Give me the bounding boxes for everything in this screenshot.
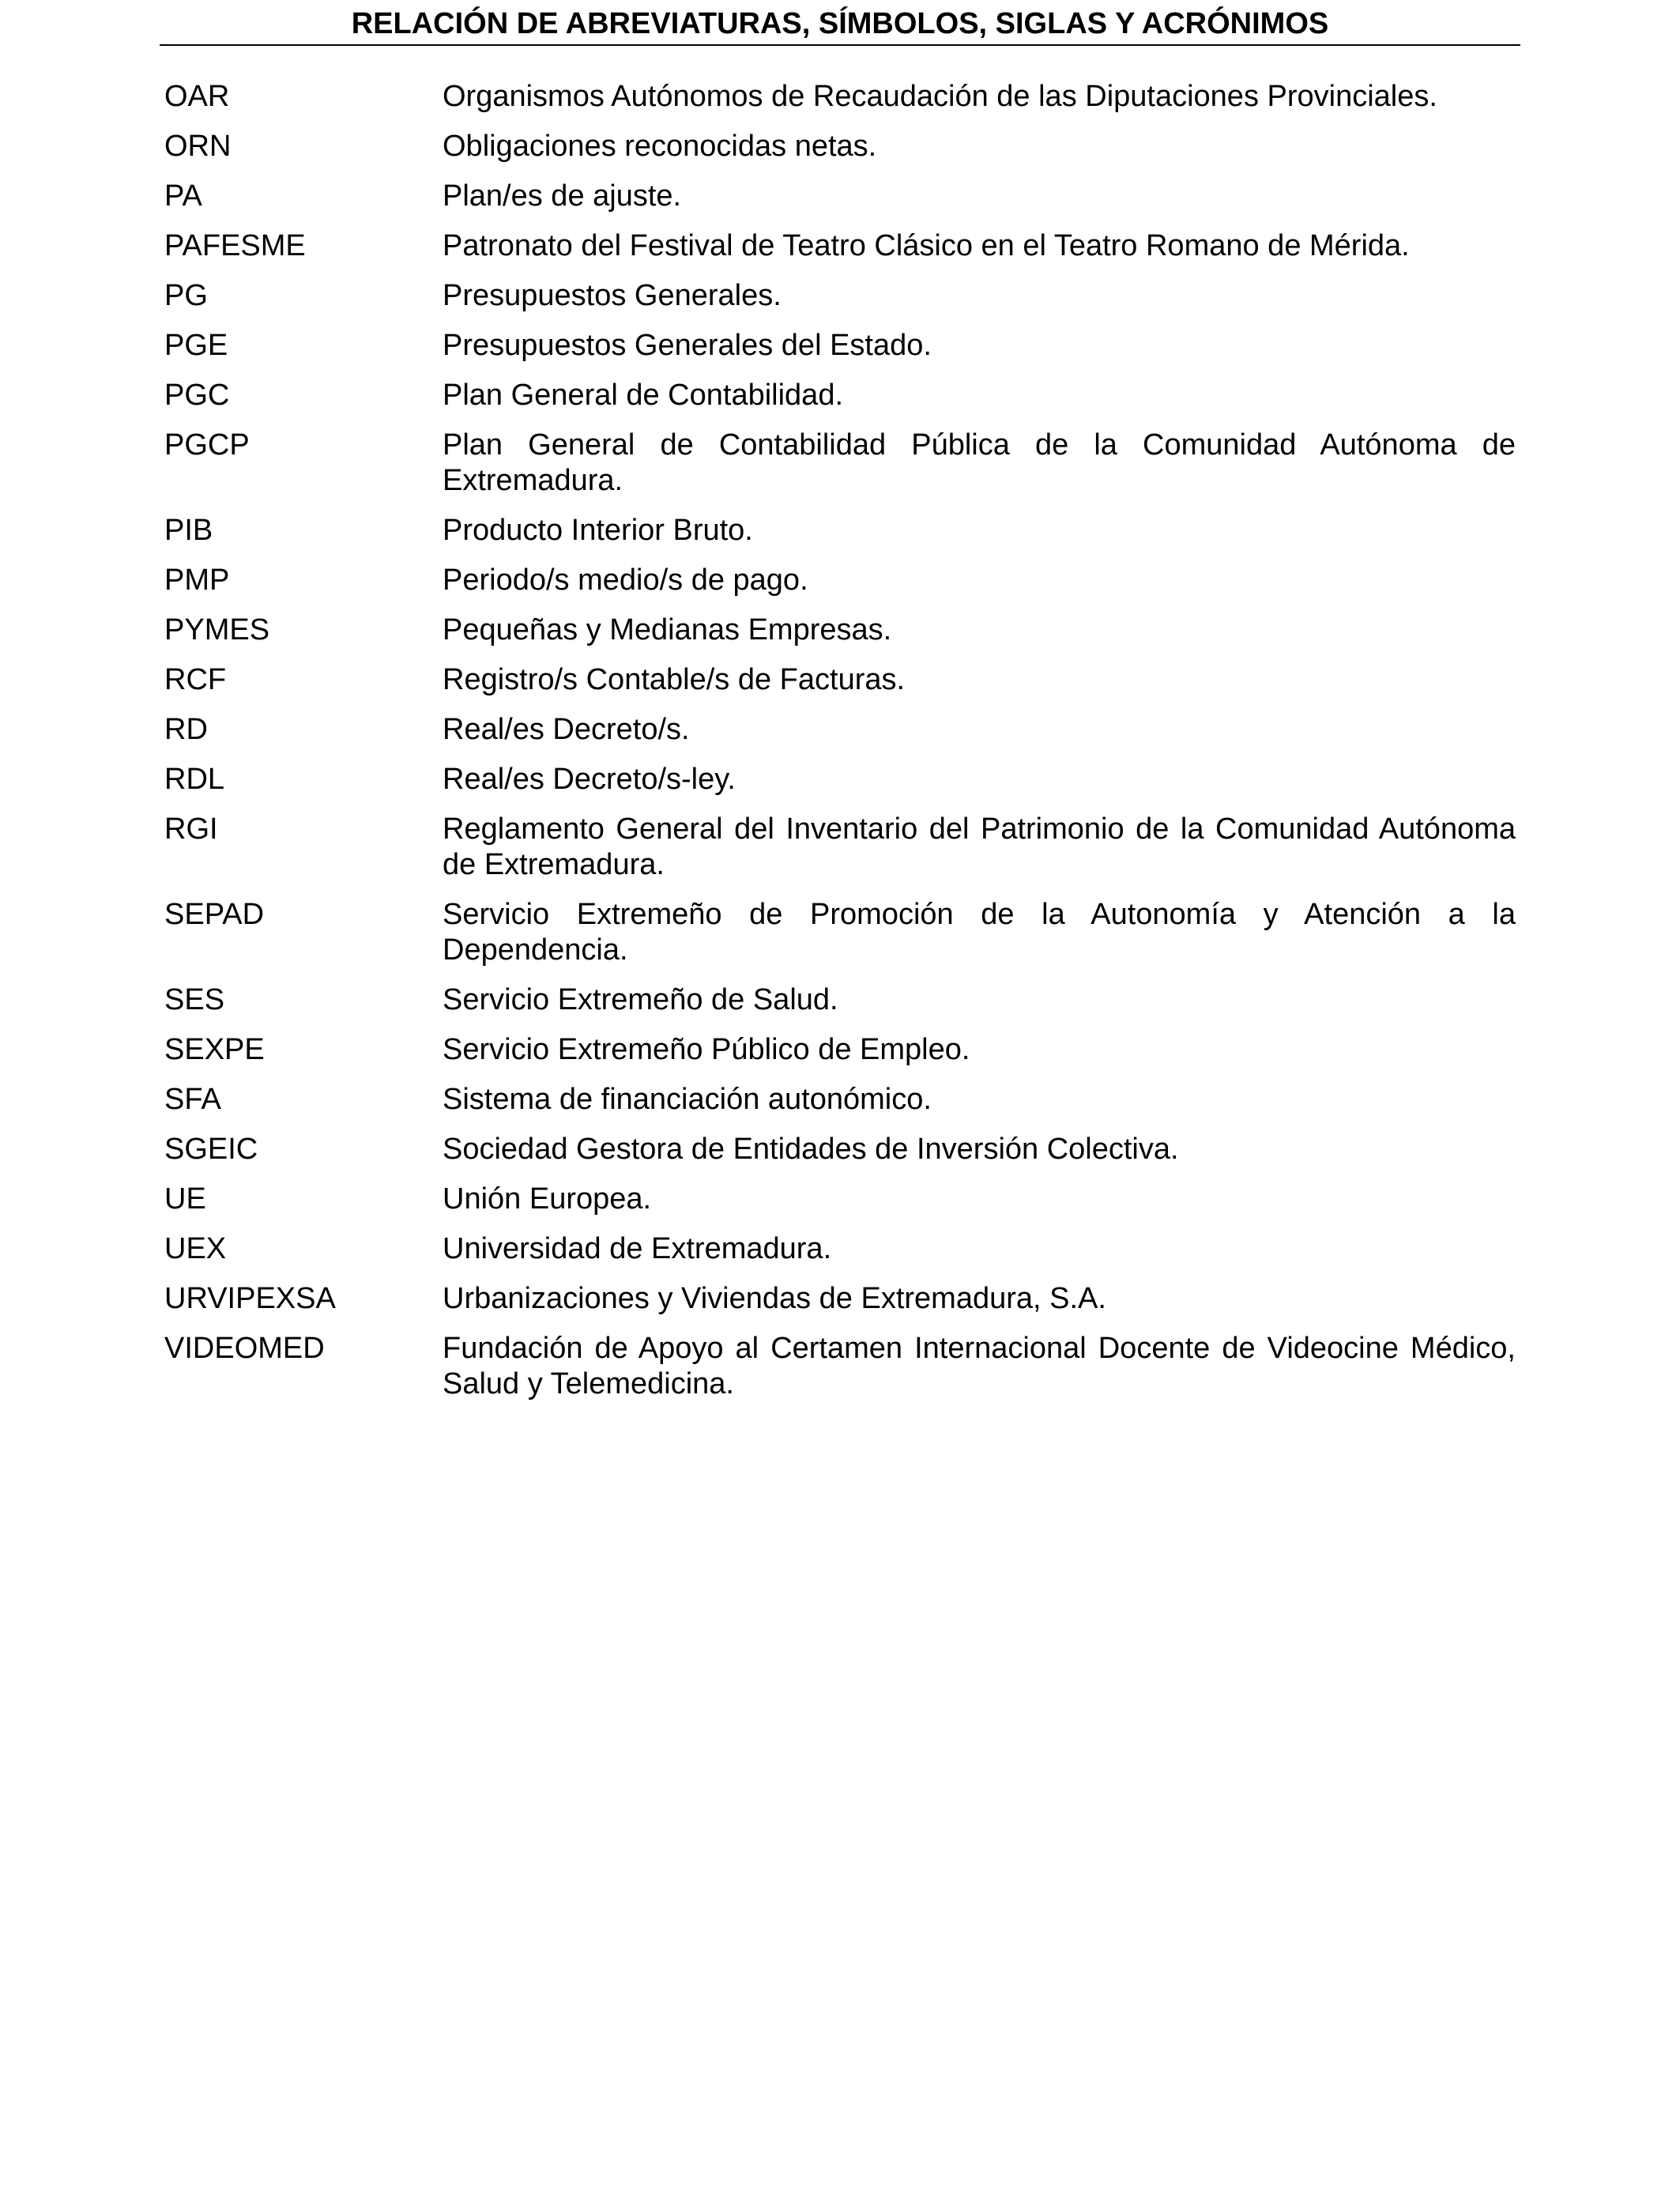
glossary-definition: Pequeñas y Medianas Empresas. — [443, 613, 892, 647]
glossary-term: PGC — [164, 379, 230, 412]
glossary-entry-pib — [164, 513, 1516, 548]
glossary-entry-pymes — [164, 613, 1516, 648]
glossary-term: SFA — [164, 1083, 221, 1116]
glossary-term: PAFESME — [164, 229, 306, 262]
glossary-term: PIB — [164, 514, 213, 547]
glossary-term: VIDEOMED — [164, 1332, 325, 1365]
glossary-list — [164, 79, 1516, 1416]
glossary-definition: Servicio Extremeño de Promoción de la Autonomía y Atención a la Dependencia. — [443, 898, 1516, 967]
glossary-definition: Plan General de Contabilidad Pública de la Comunidad Autónoma de Extremadura. — [443, 428, 1516, 497]
glossary-term: PA — [164, 179, 202, 213]
glossary-definition: Producto Interior Bruto. — [443, 514, 753, 547]
glossary-definition: Sociedad Gestora de Entidades de Inversión Colectiva. — [443, 1133, 1179, 1166]
glossary-entry-rd — [164, 712, 1516, 748]
glossary-entry-orn — [164, 129, 1516, 164]
glossary-term: SGEIC — [164, 1133, 258, 1166]
glossary-entry-uex — [164, 1231, 1516, 1267]
glossary-definition: Servicio Extremeño de Salud. — [443, 983, 838, 1016]
glossary-definition: Obligaciones reconocidas netas. — [443, 130, 877, 163]
glossary-entry-sepad — [164, 897, 1516, 968]
glossary-term: UEX — [164, 1232, 227, 1265]
glossary-definition: Real/es Decreto/s. — [443, 713, 690, 746]
glossary-entry-sexpe — [164, 1032, 1516, 1068]
glossary-term: SES — [164, 983, 225, 1016]
glossary-entry-ses — [164, 982, 1516, 1018]
glossary-entry-pgcp — [164, 428, 1516, 499]
glossary-entry-videomed — [164, 1331, 1516, 1402]
glossary-entry-pmp — [164, 563, 1516, 598]
glossary-definition: Fundación de Apoyo al Certamen Internacional Docente de Videocine Médico, Salud y Telemedicina. — [443, 1332, 1516, 1400]
glossary-definition: Organismos Autónomos de Recaudación de las Diputaciones Provinciales. — [443, 80, 1437, 113]
glossary-definition: Reglamento General del Inventario del Patrimonio de la Comunidad Autónoma de Extremadura. — [443, 812, 1516, 881]
glossary-term: RCF — [164, 663, 227, 696]
glossary-definition: Registro/s Contable/s de Facturas. — [443, 663, 906, 696]
glossary-definition: Patronato del Festival de Teatro Clásico en el Teatro Romano de Mérida. — [443, 229, 1410, 262]
glossary-term: SEXPE — [164, 1033, 265, 1066]
glossary-definition: Unión Europea. — [443, 1182, 652, 1216]
glossary-term: RD — [164, 713, 208, 746]
glossary-definition: Sistema de financiación autonómico. — [443, 1083, 932, 1116]
glossary-entry-sgeic — [164, 1132, 1516, 1167]
glossary-entry-rgi — [164, 812, 1516, 883]
glossary-entry-pgc — [164, 378, 1516, 413]
glossary-entry-sfa — [164, 1082, 1516, 1118]
page-header — [160, 0, 1520, 46]
glossary-definition: Periodo/s medio/s de pago. — [443, 564, 808, 597]
glossary-entry-oar — [164, 79, 1516, 115]
glossary-term: SEPAD — [164, 898, 265, 931]
glossary-entry-rdl — [164, 762, 1516, 797]
glossary-term: PGE — [164, 329, 228, 362]
glossary-entry-urvipexsa — [164, 1281, 1516, 1317]
glossary-entry-pa — [164, 179, 1516, 214]
glossary-definition: Servicio Extremeño Público de Empleo. — [443, 1033, 970, 1066]
glossary-term: PGCP — [164, 428, 250, 462]
glossary-term: UE — [164, 1182, 206, 1216]
glossary-definition: Real/es Decreto/s-ley. — [443, 763, 736, 796]
glossary-entry-rcf — [164, 662, 1516, 698]
glossary-definition: Plan General de Contabilidad. — [443, 379, 844, 412]
glossary-definition: Presupuestos Generales del Estado. — [443, 329, 932, 362]
glossary-entry-pafesme — [164, 228, 1516, 264]
page-title: RELACIÓN DE ABREVIATURAS, SÍMBOLOS, SIGLAS Y ACRÓNIMOS — [351, 7, 1329, 40]
glossary-definition: Presupuestos Generales. — [443, 279, 782, 312]
glossary-term: ORN — [164, 130, 232, 163]
glossary-term: PYMES — [164, 613, 270, 647]
glossary-definition: Urbanizaciones y Viviendas de Extremadura, S.A. — [443, 1282, 1106, 1315]
glossary-term: URVIPEXSA — [164, 1282, 336, 1315]
glossary-definition: Universidad de Extremadura. — [443, 1232, 832, 1265]
glossary-definition: Plan/es de ajuste. — [443, 179, 682, 213]
glossary-term: OAR — [164, 80, 230, 113]
glossary-entry-pge — [164, 328, 1516, 364]
glossary-entry-pg — [164, 278, 1516, 314]
glossary-term: RGI — [164, 812, 218, 846]
glossary-term: RDL — [164, 763, 225, 796]
glossary-term: PG — [164, 279, 208, 312]
glossary-term: PMP — [164, 564, 230, 597]
glossary-entry-ue — [164, 1182, 1516, 1217]
